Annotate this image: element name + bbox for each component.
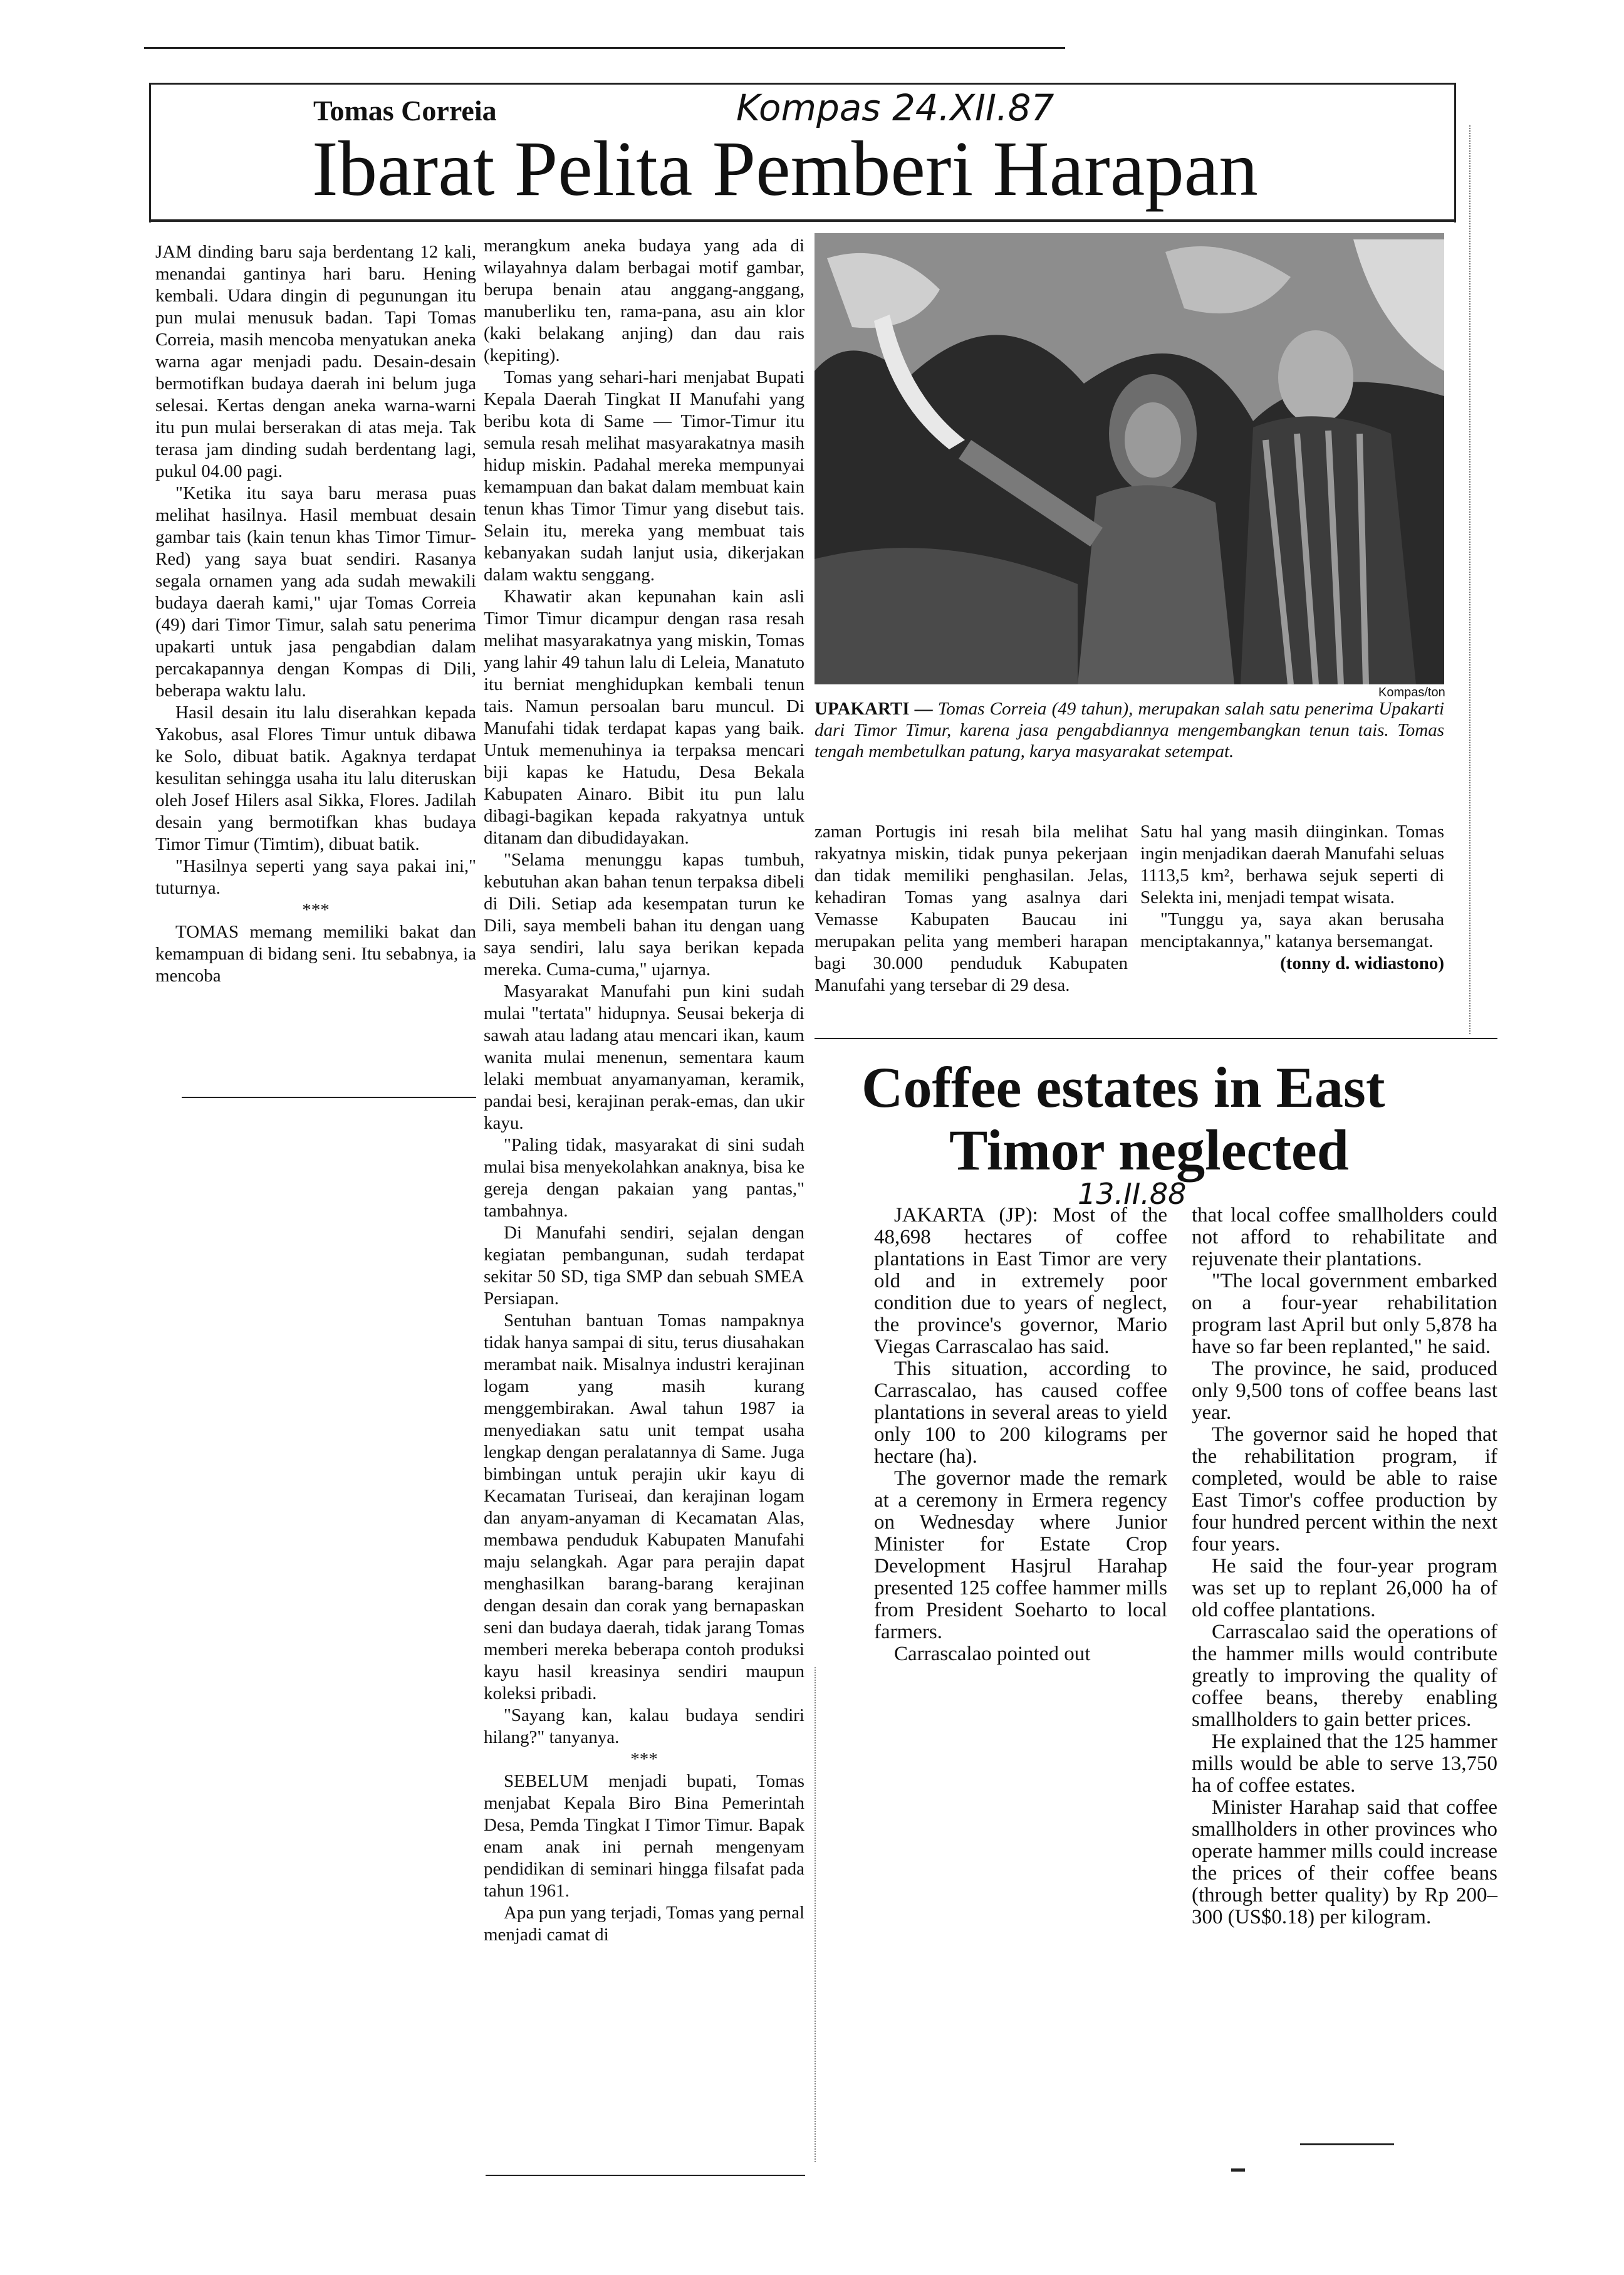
article2-col2-para: He said the four-year program was set up to replant 26,000 ha of old coffee plantations.	[1192, 1555, 1497, 1621]
column-2-end-rule	[486, 2175, 805, 2176]
article1-col2-para: SEBELUM menjadi bupati, Tomas menjabat Kepala Biro Bina Pemerintah Desa, Pemda Tingkat I Timor Timur. Bapak enam anak ini pernah mengenyam pendidikan di seminari hingga filsafat pada tahun 1961.	[484, 1771, 804, 1901]
clipped-right-margin	[1469, 125, 1477, 1034]
article2-column-2	[1192, 1205, 1497, 1928]
article1-col3-para: zaman Portugis ini resah bila melihat rakyatnya miskin, tidak punya pekerjaan dan tidak memiliki penghasilan. Jelas, kehadiran Tomas yang asalnya dari Vemasse Kabupaten Baucau ini merupakan pelita yang memberi harapan bagi 30.000 penduduk Kabupaten Manufahi yang tersebar di 29 desa.	[815, 822, 1128, 995]
article2-col1-para: This situation, according to Carrascalao, has caused coffee plantations in several areas to yield only 100 to 200 kilograms per hectare (ha).	[874, 1357, 1167, 1468]
article1-col4-para: "Tunggu ya, saya akan berusaha menciptakannya," katanya bersemangat.	[1140, 909, 1444, 951]
clipped-inner-margin	[815, 1667, 822, 2162]
article2-col2-para: Carrascalao said the operations of the hammer mills would contribute greatly to improving the quality of coffee beans, thereby enabling smallholders to gain better prices.	[1192, 1621, 1497, 1731]
article2-col2-para: "The local government embarked on a four-year rehabilitation program last April but only 5,878 ha have so far been replanted," he said.	[1192, 1270, 1497, 1358]
article2-column-1	[874, 1205, 1167, 1665]
article1-headline: Ibarat Pelita Pemberi Harapan	[312, 126, 1258, 212]
article1-col2-para: Masyarakat Manufahi pun kini sudah mulai "tertata" hidupnya. Seusai bekerja di sawah atau ladang atau mencari ikan, kaum wanita mulai menenun, sementara kaum lelaki membuat anyamanyaman, keramik, pandai besi, kerajinan perak-emas, dan ukir kayu.	[484, 981, 804, 1133]
article2-col2-para: The governor said he hoped that the rehabilitation program, if completed, would be able to raise East Timor's coffee production by four hundred percent within the next four years.	[1192, 1423, 1497, 1556]
article1-col2-para: Khawatir akan kepunahan kain asli Timor Timur dicampur dengan rasa resah melihat masyarakatnya yang miskin, Tomas yang lahir 49 tahun lalu di Leleia, Manatuto itu berniat menghidupkan kembali tenun tais. Namun persoalan baru muncul. Di Manufahi tidak terdapat kapas yang baik. Untuk memenuhinya ia terpaksa mencari biji kapas ke Hatudu, Desa Bekala Kabupaten Ainaro. Bibit itu pun lalu dibagi-bagikan kepada rakyatnya untuk ditanam dan dibudidayakan.	[484, 587, 804, 848]
photo-credit: Kompas/ton	[1378, 686, 1445, 699]
article1-col1-para: "Hasilnya seperti yang saya pakai ini," tuturnya.	[155, 856, 476, 898]
byline: (tonny d. widiastono)	[1280, 953, 1444, 973]
article2-headline-line1: Coffee estates in East	[861, 1055, 1385, 1119]
article2-col1-para: The governor made the remark at a ceremony in Ermera regency on Wednesday where Junior Minister for Estate Crop Development Hasjrul Harahap presented 125 coffee hammer mills from President Soeharto to local farmers.	[874, 1467, 1167, 1643]
caption-text: Tomas Correia (49 tahun), merupakan salah satu penerima Upakarti dari Timor Timur, karena jasa pengabdiannya mengembangkan tenun tais. Tomas tengah membetulkan patung, karya masyarakat setempat.	[815, 699, 1445, 761]
article1-col1-para: JAM dinding baru saja berdentang 12 kali, menandai gantinya hari baru. Hening kembali. Udara dingin di pegunungan itu pun mulai menusuk badan. Tapi Tomas Correia, masih mencoba menyatukan aneka warna agar menjadi padu. Desain-desain bermotifkan budaya daerah ini belum juga selesai. Kertas dengan aneka warna-warni itu pun mulai berserakan di atas meja. Tak terasa jam dinding sudah berdentang lagi, pukul 04.00 pagi.	[155, 242, 476, 481]
column-1-end-rule	[182, 1097, 476, 1098]
article1-col2-para: "Sayang kan, kalau budaya sendiri hilang?" tanyanya.	[484, 1705, 804, 1747]
article1-column-1	[155, 241, 476, 987]
article1-col1-para: TOMAS memang memiliki bakat dan kemampuan di bidang seni. Itu sebabnya, ia mencoba	[155, 922, 476, 986]
article1-col4-para: Satu hal yang masih diinginkan. Tomas ingin menjadikan daerah Manufahi seluas 1113,5 km², berhawa sejuk seperti di Selekta ini, menjadi tempat wisata.	[1140, 822, 1444, 907]
article2-col2-para: The province, he said, produced only 9,500 tons of coffee beans last year.	[1192, 1357, 1497, 1424]
article1-col2-para: merangkum aneka budaya yang ada di wilayahnya dalam berbagai motif gambar, berupa benain atau anggang-anggang, manuberliku ten, rama-pana, asu ain klor (kaki belakang anjing) dan dau rais (kepiting).	[484, 236, 804, 365]
article2-col2-para: He explained that the 125 hammer mills would be able to serve 13,750 ha of coffee estates.	[1192, 1730, 1497, 1797]
top-rule	[144, 47, 1065, 49]
article1-col1-para: "Ketika itu saya baru merasa puas melihat hasilnya. Hasil membuat desain gambar tais (kain tenun khas Timor Timur-Red) yang saya buat sendiri. Rasanya segala ornamen yang ada sudah mewakili budaya daerah kami," ujar Tomas Correia (49) dari Timor Timur, salah satu penerima upakarti untuk jasa pengabdian dalam percakapannya dengan Kompas di Dili, beberapa waktu lalu.	[155, 483, 476, 701]
article2-stamp: 13.II.88	[1078, 1177, 1187, 1211]
section-break: ***	[630, 1749, 658, 1769]
article1-col2-para: Sentuhan bantuan Tomas nampaknya tidak hanya sampai di situ, terus diusahakan merambat naik. Misalnya industri kerajinan logam yang masih kurang menggembirakan. Awal tahun 1987 ia menyediakan satu unit tempat usaha lengkap dengan peralatannya di Same. Juga bimbingan untuk perajin ukir kayu di Kecamatan Turiseai, dan kerajinan logam dan anyam-anyaman di Kecamatan Alas, membawa penduduk Kabupaten Manufahi maju selangkah. Agar para perajin dapat menghasilkan barang-barang kerajinan dengan desain dan corak yang bernapaskan seni dan budaya daerah, tidak jarang Tomas memberi mereka beberapa contoh produksi kayu hasil kreasinya sendiri maupun koleksi pribadi.	[484, 1310, 804, 1703]
photo-caption	[815, 698, 1444, 762]
article1-end-rule	[815, 1038, 1497, 1039]
article1-kicker: Tomas Correia	[313, 95, 497, 127]
article2-mark	[1231, 2168, 1245, 2172]
article1-col2-para: "Paling tidak, masyarakat di sini sudah mulai bisa menyekolahkan anaknya, bisa ke gereja dengan pakaian yang pantas," tambahnya.	[484, 1135, 804, 1221]
article2-col2-para: that local coffee smallholders could not afford to rehabilitate and rejuvenate their plantations.	[1192, 1204, 1497, 1270]
section-break: ***	[302, 900, 330, 920]
article2-col2-para: Minister Harahap said that coffee smallholders in other provinces who operate hammer mills could increase the prices of their coffee beans (through better quality) by Rp 200–300 (US$0.18) per kilogram.	[1192, 1796, 1497, 1928]
article1-col2-para: Di Manufahi sendiri, sejalan dengan kegiatan pembangunan, sudah terdapat sekitar 50 SD, tiga SMP dan sebuah SMEA Persiapan.	[484, 1223, 804, 1309]
article1-column-4	[1140, 821, 1444, 975]
article1-header-underline	[149, 219, 1454, 222]
article1-column-2	[484, 235, 804, 1946]
article2-col1-para: JAKARTA (JP): Most of the 48,698 hectares of coffee plantations in East Timor are very old and in extremely poor condition due to years of neglect, the province's governor, Mario Viegas Carrascalao has said.	[874, 1204, 1167, 1358]
article1-col2-para: Apa pun yang terjadi, Tomas yang pernal menjadi camat di	[484, 1903, 804, 1945]
article1-col2-para: Tomas yang sehari-hari menjabat Bupati Kepala Daerah Tingkat II Manufahi yang beribu kota di Same — Timor-Timur itu semula resah melihat masyarakatnya masih hidup miskin. Padahal mereka mempunyai kemampuan dan bakat dalam membuat kain tenun khas Timor Timur yang disebut tais. Selain itu, mereka yang membuat tais kebanyakan sudah lanjut usia, dikerjakan dalam waktu senggang.	[484, 367, 804, 585]
article2-col1-para: Carrascalao pointed out	[894, 1643, 1091, 1665]
article1-photo	[815, 233, 1444, 684]
article1-stamp: Kompas 24.XII.87	[736, 86, 1054, 129]
article1-column-3	[815, 821, 1128, 996]
article2-headline-line2: Timor neglected	[949, 1118, 1349, 1182]
article1-col2-para: "Selama menunggu kapas tumbuh, kebutuhan akan bahan tenun terpaksa dibeli di Dili. Setiap ada kesempatan turun ke Dili, saya membeli bahan itu dengan uang saya sendiri, lalu saya berikan kepada mereka. Cuma-cuma," ujarnya.	[484, 850, 804, 980]
article1-col1-para: Hasil desain itu lalu diserahkan kepada Yakobus, asal Flores Timur untuk dibawa ke Solo, dibuat batik. Agaknya terdapat kesulitan sehingga usaha itu lalu diteruskan oleh Josef Hilers asal Sikka, Flores. Jadilah desain yang bermotifkan khas budaya Timor Timur (Timtim), dibuat batik.	[155, 703, 476, 854]
caption-label: UPAKARTI —	[815, 699, 933, 719]
article2-end-rule	[1300, 2143, 1394, 2145]
photo-illustration	[815, 233, 1444, 684]
